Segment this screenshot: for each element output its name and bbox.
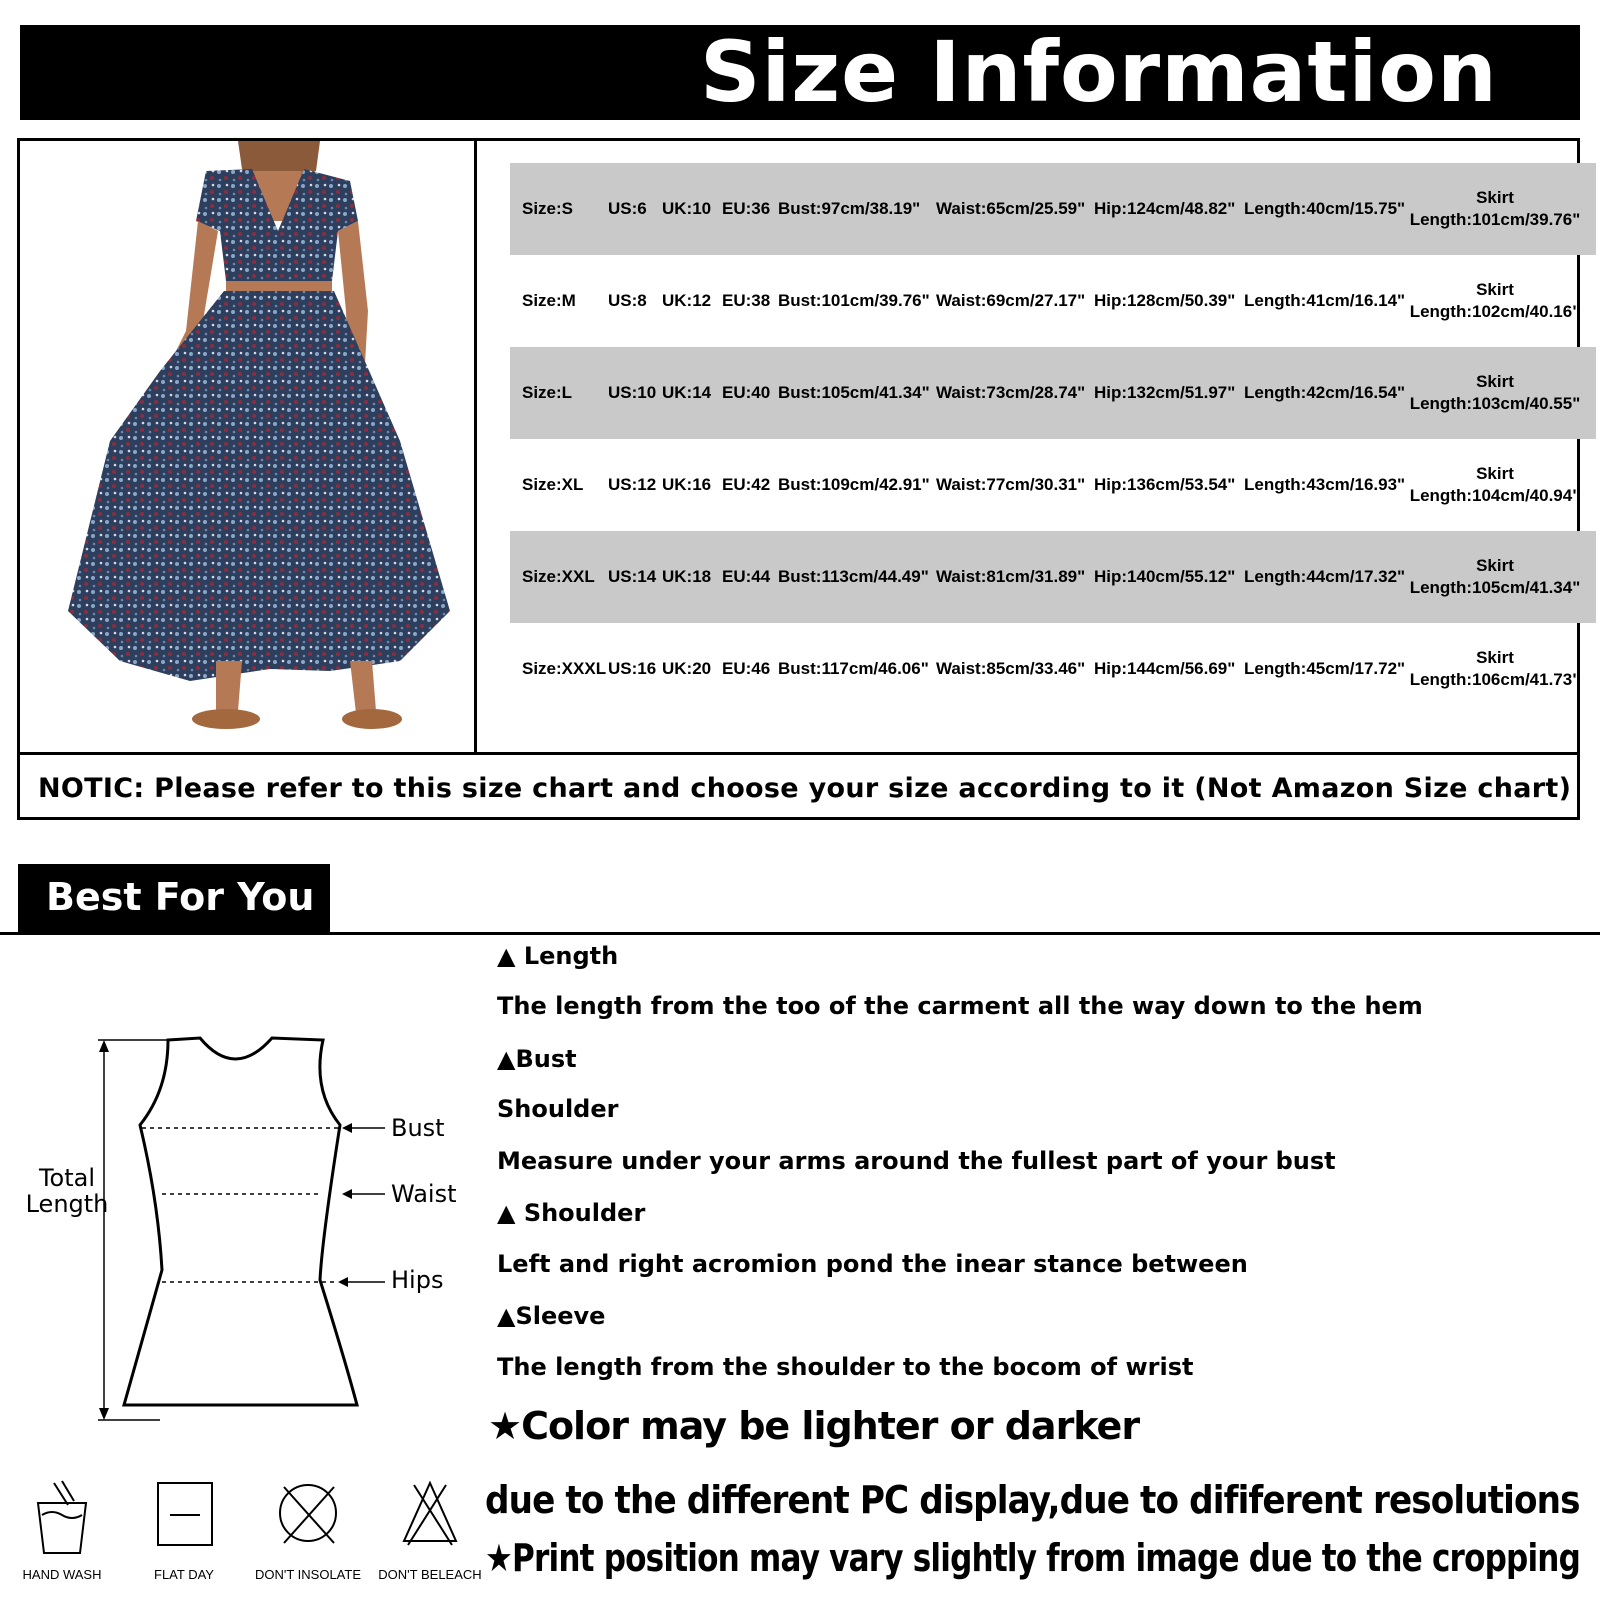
size-cell-uk: UK:20 bbox=[662, 659, 712, 678]
skirt-length: Length:103cm/40.55" bbox=[1409, 394, 1581, 413]
size-cell-uk: UK:10 bbox=[662, 199, 712, 218]
dont-insolate-care bbox=[248, 1475, 368, 1582]
size-cell-size: Size:XXXL bbox=[522, 659, 607, 678]
hips-label: Hips bbox=[391, 1266, 444, 1294]
size-chart-box bbox=[17, 138, 1580, 820]
dont-insolate-icon bbox=[248, 1475, 368, 1565]
size-cell-waist: Waist:77cm/30.31" bbox=[936, 475, 1086, 494]
size-cell-uk: UK:12 bbox=[662, 291, 712, 310]
size-cell-bust: Bust:101cm/39.76" bbox=[778, 291, 930, 310]
total-length-label: Total Length bbox=[25, 1164, 109, 1218]
size-cell-skirt bbox=[1400, 463, 1590, 507]
size-cell-uk: UK:14 bbox=[662, 383, 712, 402]
note-display: due to the different PC display,due to dififerent resolutions bbox=[485, 1478, 1580, 1522]
note-print-position: ★Print position may vary slightly from image due to the cropping bbox=[485, 1536, 1581, 1580]
size-cell-size: Size:XXL bbox=[522, 567, 595, 586]
product-photo bbox=[20, 141, 477, 755]
dont-bleach-icon bbox=[370, 1475, 490, 1565]
size-cell-hip: Hip:124cm/48.82" bbox=[1094, 199, 1236, 218]
skirt-label: Skirt bbox=[1476, 648, 1514, 667]
size-cell-bust: Bust:105cm/41.34" bbox=[778, 383, 930, 402]
care-label: DON'T INSOLATE bbox=[254, 1567, 362, 1582]
skirt-length: Length:104cm/40.94" bbox=[1409, 486, 1581, 505]
desc-bust-heading: ▲Bust bbox=[497, 1045, 577, 1073]
size-cell-waist: Waist:85cm/33.46" bbox=[936, 659, 1086, 678]
desc-length-text: The length from the too of the carment all the way down to the hem bbox=[497, 992, 1423, 1020]
dont-bleach-care bbox=[370, 1475, 490, 1582]
notice-text: NOTIC: Please refer to this size chart and choose your size according to it (Not Amazon Size chart) bbox=[38, 773, 1572, 804]
size-cell-bust: Bust:109cm/42.91" bbox=[778, 475, 930, 494]
size-cell-hip: Hip:136cm/53.54" bbox=[1094, 475, 1236, 494]
best-for-you-title: Best For You bbox=[46, 875, 315, 919]
desc-length-heading: ▲ Length bbox=[497, 942, 619, 970]
measurement-diagram bbox=[0, 1000, 480, 1440]
size-cell-skirt bbox=[1400, 647, 1590, 691]
size-cell-skirt bbox=[1400, 187, 1590, 231]
size-cell-eu: EU:42 bbox=[722, 475, 771, 494]
size-cell-skirt bbox=[1400, 371, 1590, 415]
desc-bust-text: Measure under your arms around the fullest part of your bust bbox=[497, 1147, 1336, 1175]
size-row bbox=[510, 531, 1596, 623]
size-cell-bust: Bust:97cm/38.19" bbox=[778, 199, 921, 218]
size-cell-skirt bbox=[1400, 555, 1590, 599]
note-color: ★Color may be lighter or darker bbox=[488, 1404, 1140, 1448]
notice-divider bbox=[20, 752, 1577, 755]
desc-shoulder-heading: ▲ Shoulder bbox=[497, 1199, 646, 1227]
bust-label: Bust bbox=[391, 1114, 445, 1142]
skirt-length: Length:101cm/39.76" bbox=[1409, 210, 1581, 229]
size-table bbox=[510, 163, 1596, 715]
size-cell-hip: Hip:140cm/55.12" bbox=[1094, 567, 1236, 586]
size-cell-us: US:6 bbox=[608, 199, 647, 218]
size-cell-bust: Bust:113cm/44.49" bbox=[778, 567, 929, 586]
desc-shoulder-text: Shoulder bbox=[497, 1095, 619, 1123]
size-cell-length: Length:42cm/16.54" bbox=[1244, 383, 1406, 402]
size-row bbox=[510, 347, 1596, 439]
desc-sleeve-text: The length from the shoulder to the bocom of wrist bbox=[497, 1353, 1194, 1381]
size-cell-hip: Hip:128cm/50.39" bbox=[1094, 291, 1236, 310]
hand-wash-icon bbox=[2, 1475, 122, 1565]
page-title: Size Information bbox=[700, 23, 1498, 121]
skirt-label: Skirt bbox=[1476, 188, 1514, 207]
size-cell-skirt bbox=[1400, 279, 1590, 323]
size-cell-us: US:16 bbox=[608, 659, 657, 678]
waist-label: Waist bbox=[391, 1180, 457, 1208]
size-cell-length: Length:44cm/17.32" bbox=[1244, 567, 1406, 586]
section-divider bbox=[0, 932, 1600, 935]
desc-shoulder-detail: Left and right acromion pond the inear stance between bbox=[497, 1250, 1248, 1278]
size-cell-eu: EU:36 bbox=[722, 199, 771, 218]
size-cell-us: US:14 bbox=[608, 567, 657, 586]
size-row bbox=[510, 623, 1596, 715]
size-cell-hip: Hip:144cm/56.69" bbox=[1094, 659, 1236, 678]
hand-wash-care bbox=[2, 1475, 122, 1582]
skirt-label: Skirt bbox=[1476, 280, 1514, 299]
title-bar bbox=[20, 25, 1580, 120]
size-cell-uk: UK:18 bbox=[662, 567, 712, 586]
size-cell-size: Size:L bbox=[522, 383, 573, 402]
size-cell-waist: Waist:73cm/28.74" bbox=[936, 383, 1086, 402]
size-cell-eu: EU:44 bbox=[722, 567, 771, 586]
flat-dry-icon bbox=[124, 1475, 244, 1565]
skirt-length: Length:106cm/41.73" bbox=[1409, 670, 1581, 689]
size-cell-waist: Waist:81cm/31.89" bbox=[936, 567, 1086, 586]
flat-dry-care bbox=[124, 1475, 244, 1582]
size-cell-eu: EU:38 bbox=[722, 291, 771, 310]
desc-sleeve-heading: ▲Sleeve bbox=[497, 1302, 606, 1330]
size-cell-length: Length:40cm/15.75" bbox=[1244, 199, 1406, 218]
care-label: FLAT DAY bbox=[154, 1567, 214, 1582]
size-row bbox=[510, 439, 1596, 531]
skirt-label: Skirt bbox=[1476, 372, 1514, 391]
model-dress-image bbox=[20, 141, 474, 752]
size-cell-eu: EU:46 bbox=[722, 659, 771, 678]
size-cell-bust: Bust:117cm/46.06" bbox=[778, 659, 929, 678]
skirt-length: Length:102cm/40.16" bbox=[1409, 302, 1581, 321]
skirt-label: Skirt bbox=[1476, 464, 1514, 483]
size-cell-size: Size:M bbox=[522, 291, 576, 310]
size-cell-size: Size:XL bbox=[522, 475, 584, 494]
size-cell-length: Length:41cm/16.14" bbox=[1244, 291, 1406, 310]
size-cell-waist: Waist:69cm/27.17" bbox=[936, 291, 1086, 310]
size-row bbox=[510, 255, 1596, 347]
size-cell-length: Length:43cm/16.93" bbox=[1244, 475, 1406, 494]
size-cell-us: US:10 bbox=[608, 383, 657, 402]
size-cell-eu: EU:40 bbox=[722, 383, 771, 402]
size-row bbox=[510, 163, 1596, 255]
skirt-length: Length:105cm/41.34" bbox=[1409, 578, 1581, 597]
best-for-you-tab bbox=[18, 864, 330, 934]
care-label: HAND WASH bbox=[22, 1567, 102, 1582]
size-cell-hip: Hip:132cm/51.97" bbox=[1094, 383, 1236, 402]
care-label: DON'T BELEACH bbox=[378, 1567, 482, 1582]
skirt-label: Skirt bbox=[1476, 556, 1514, 575]
size-cell-waist: Waist:65cm/25.59" bbox=[936, 199, 1086, 218]
size-cell-us: US:8 bbox=[608, 291, 647, 310]
size-cell-length: Length:45cm/17.72" bbox=[1244, 659, 1406, 678]
size-cell-us: US:12 bbox=[608, 475, 657, 494]
size-cell-uk: UK:16 bbox=[662, 475, 712, 494]
size-cell-size: Size:S bbox=[522, 199, 574, 218]
